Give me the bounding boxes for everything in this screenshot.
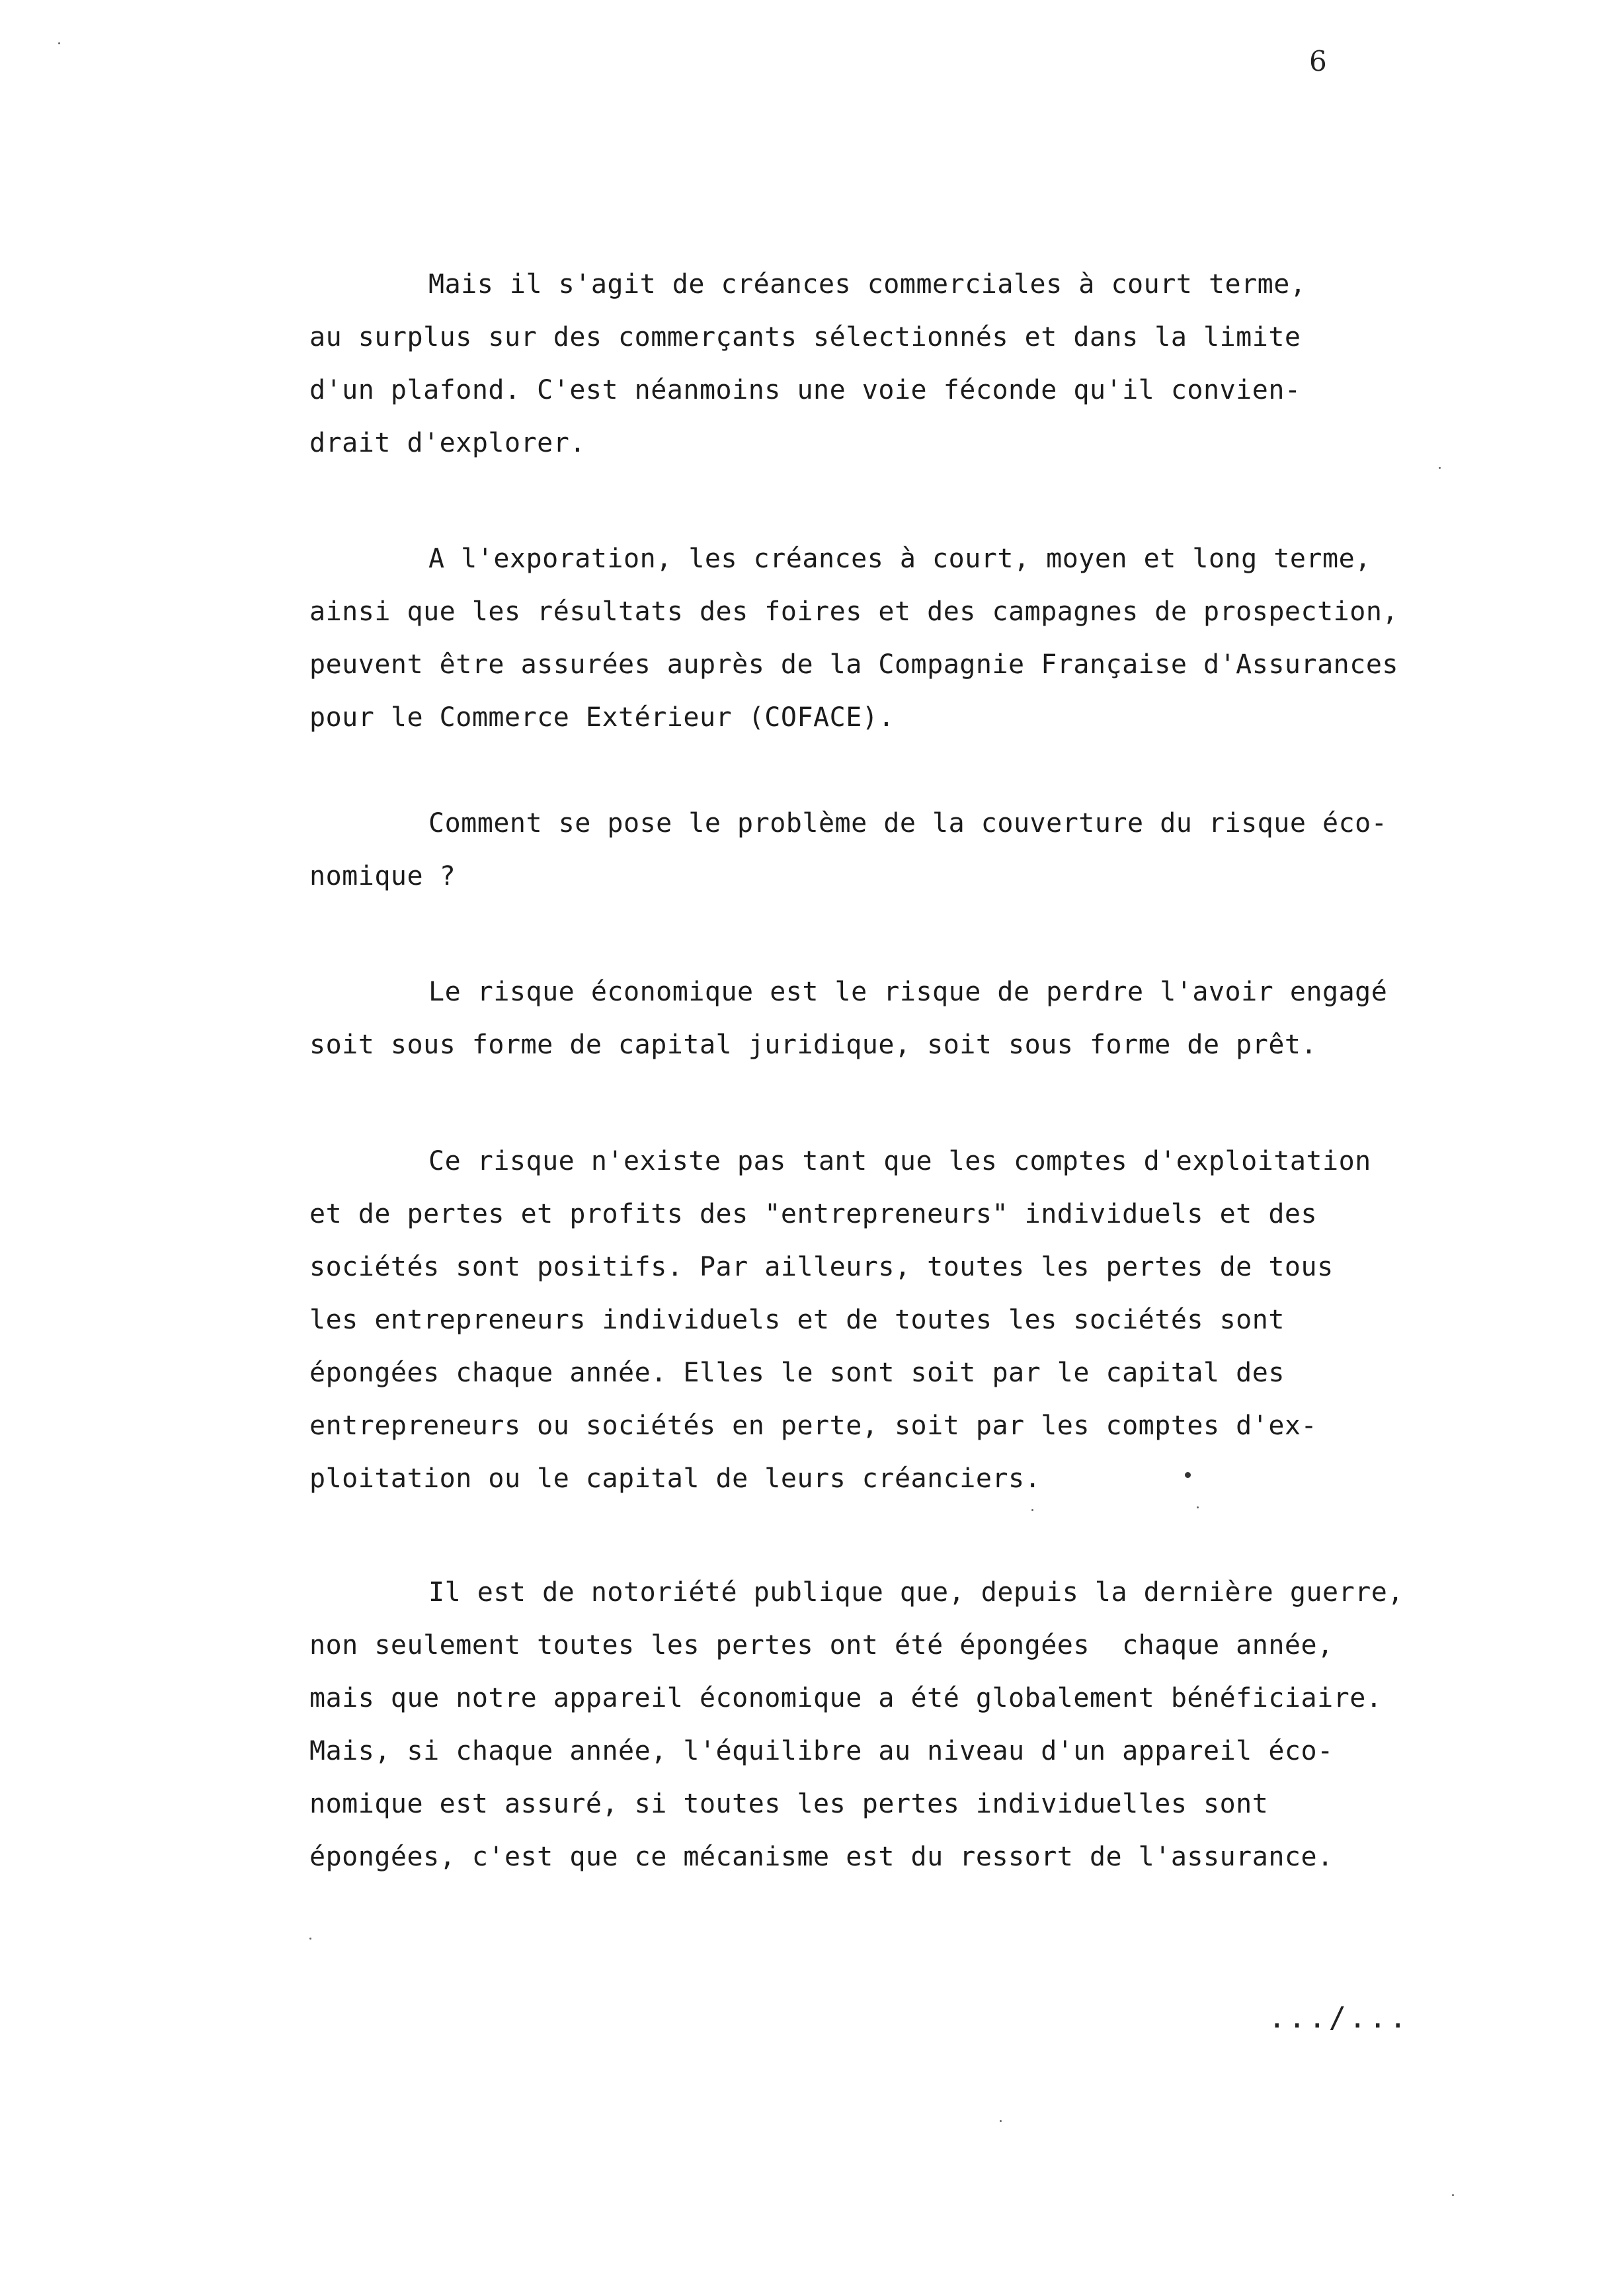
paragraph-line: Il est de notoriété publique que, depuis la dernière guerre, [428, 1577, 1404, 1608]
paragraph-line: épongées chaque année. Elles le sont soit par le capital des [309, 1358, 1285, 1388]
scan-speck [1185, 1472, 1191, 1478]
paragraph-line: Mais, si chaque année, l'équilibre au niveau d'un appareil éco- [309, 1736, 1334, 1766]
page-number: 6 [1309, 45, 1327, 77]
paragraph-line: pour le Commerce Extérieur (COFACE). [309, 702, 895, 733]
paragraph-line: Comment se pose le problème de la couverture du risque éco- [428, 808, 1388, 839]
paragraph-line: Le risque économique est le risque de perdre l'avoir engagé [428, 977, 1388, 1007]
paragraph-4 [309, 965, 1473, 1071]
scan-speck [309, 1938, 311, 1940]
continuation-mark: .../... [1268, 2001, 1410, 2035]
paragraph-2 [309, 532, 1473, 744]
paragraph-line: peuvent être assurées auprès de la Compagnie Française d'Assurances [309, 649, 1398, 680]
scan-speck [1439, 467, 1441, 469]
paragraph-1 [309, 258, 1473, 470]
scan-speck [1197, 1506, 1199, 1508]
scan-speck [58, 42, 60, 44]
paragraph-line: mais que notre appareil économique a été globalement bénéficiaire. [309, 1683, 1383, 1713]
paragraph-line: nomique est assuré, si toutes les pertes individuelles sont [309, 1789, 1269, 1819]
paragraph-line: les entrepreneurs individuels et de toutes les sociétés sont [309, 1305, 1285, 1335]
paragraph-6 [309, 1566, 1473, 1883]
paragraph-line: sociétés sont positifs. Par ailleurs, toutes les pertes de tous [309, 1252, 1334, 1282]
paragraph-line: drait d'explorer. [309, 428, 586, 458]
paragraph-line: d'un plafond. C'est néanmoins une voie féconde qu'il convien- [309, 375, 1301, 405]
paragraph-line: entrepreneurs ou sociétés en perte, soit par les comptes d'ex- [309, 1411, 1318, 1441]
paragraph-line: A l'exporation, les créances à court, moyen et long terme, [428, 544, 1371, 574]
paragraph-line: épongées, c'est que ce mécanisme est du ressort de l'assurance. [309, 1842, 1334, 1872]
scan-speck [1452, 2194, 1454, 2196]
paragraph-line: ainsi que les résultats des foires et des campagnes de prospection, [309, 596, 1398, 627]
scan-speck [1031, 1509, 1033, 1511]
paragraph-line: nomique ? [309, 861, 456, 891]
paragraph-line: et de pertes et profits des "entrepreneurs" individuels et des [309, 1199, 1318, 1229]
paragraph-5 [309, 1135, 1473, 1505]
paragraph-line: au surplus sur des commerçants sélectionnés et dans la limite [309, 322, 1301, 352]
paragraph-line: ploitation ou le capital de leurs créanciers. [309, 1463, 1041, 1494]
scan-speck [1000, 2120, 1002, 2122]
paragraph-line: soit sous forme de capital juridique, soit sous forme de prêt. [309, 1030, 1318, 1060]
paragraph-3 [309, 797, 1473, 903]
paragraph-line: Ce risque n'existe pas tant que les comptes d'exploitation [428, 1146, 1371, 1176]
paragraph-line: Mais il s'agit de créances commerciales à court terme, [428, 269, 1306, 300]
paragraph-line: non seulement toutes les pertes ont été épongées chaque année, [309, 1630, 1334, 1660]
